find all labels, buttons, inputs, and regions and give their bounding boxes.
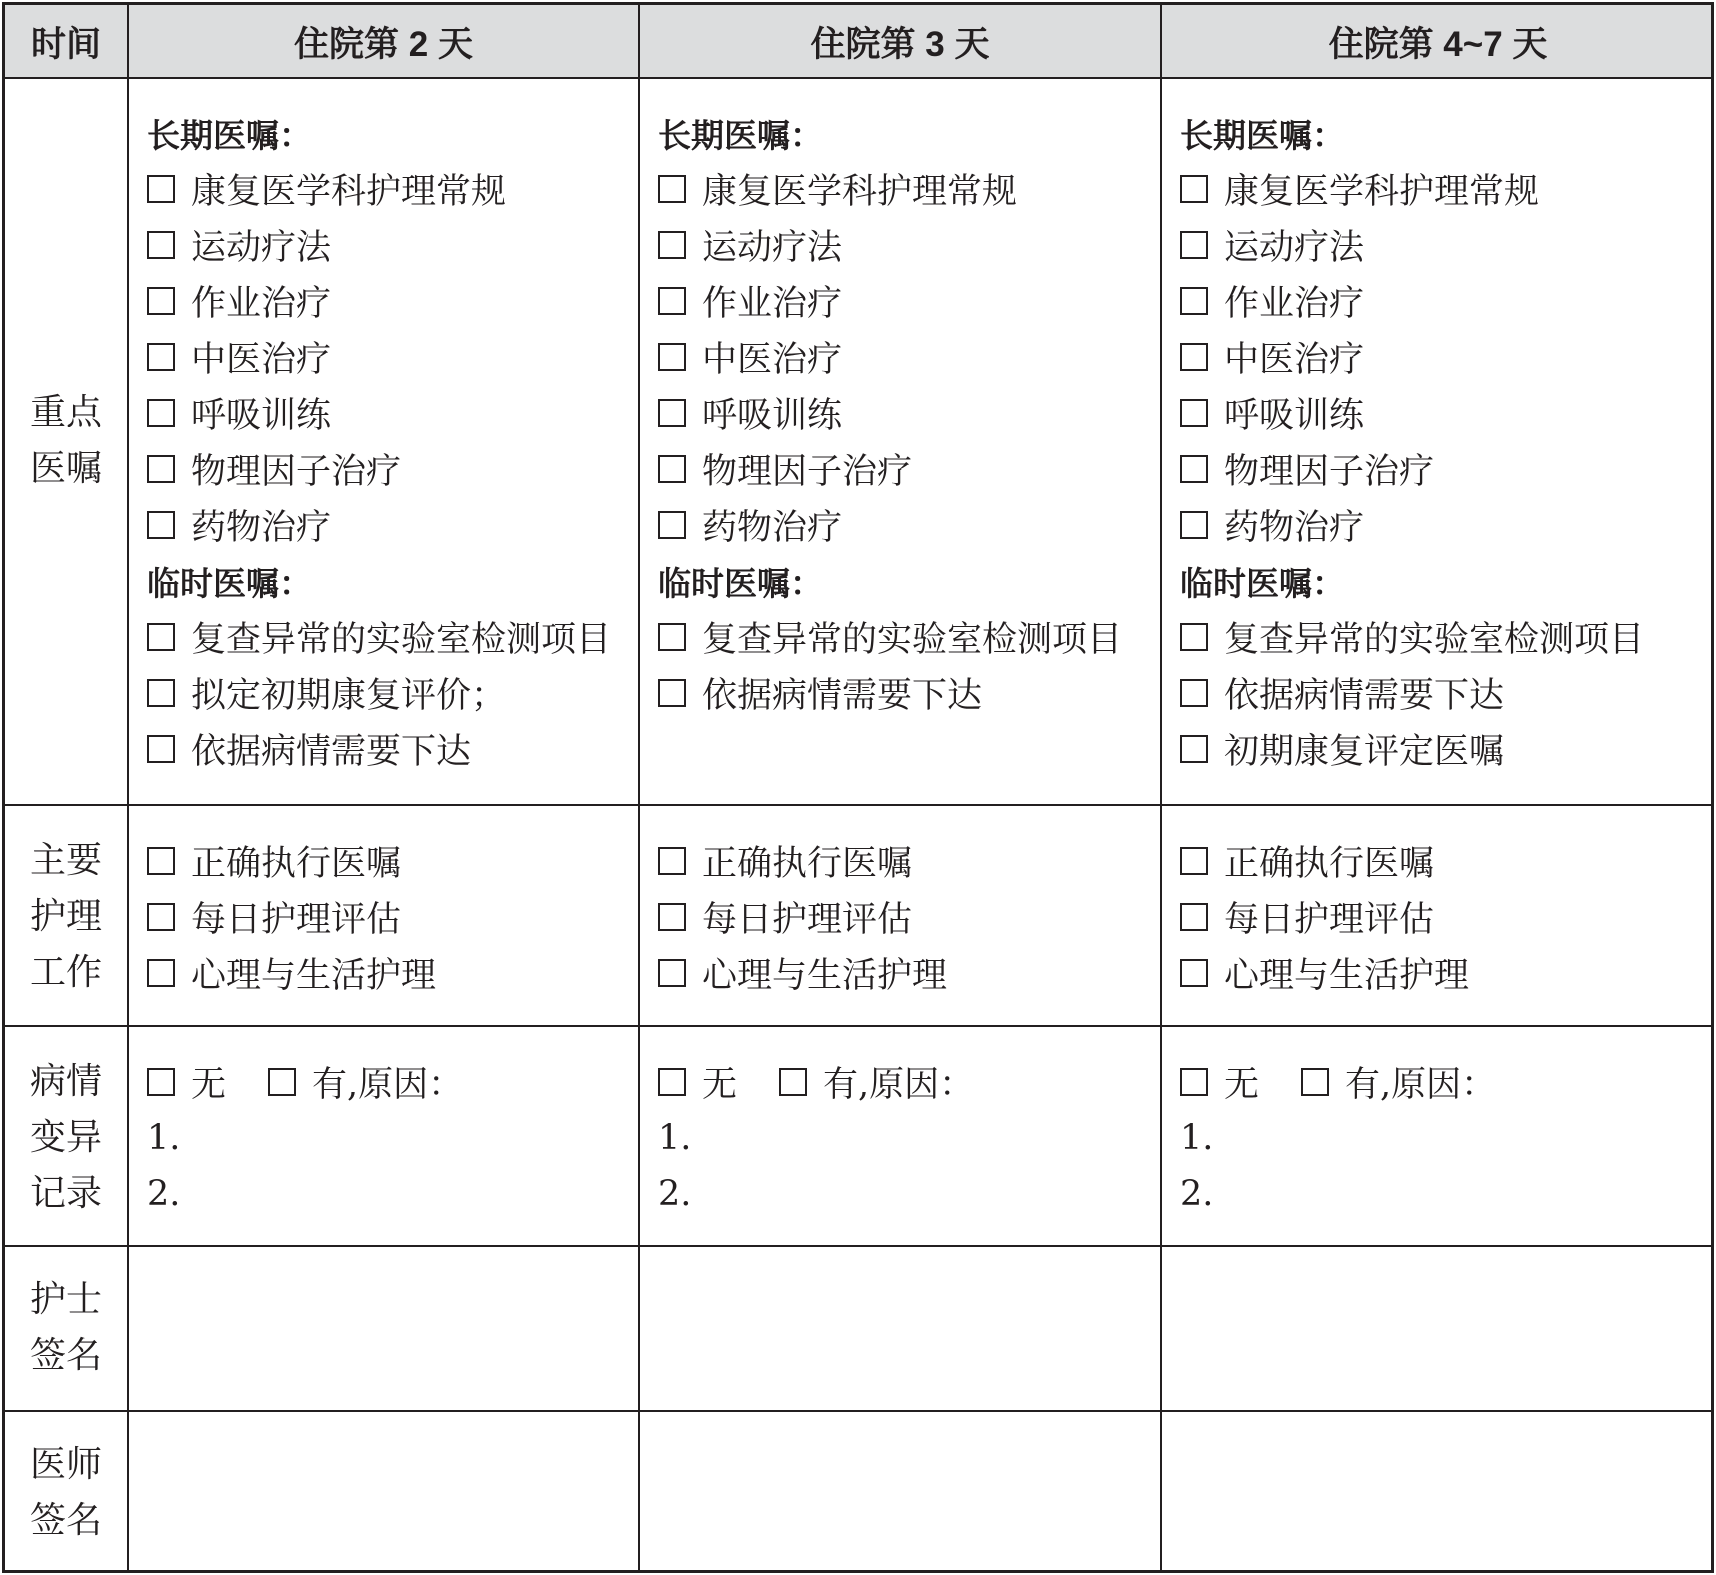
- checkbox[interactable]: [147, 399, 175, 427]
- checklist-item[interactable]: 运动疗法: [1180, 217, 1644, 273]
- checklist-item[interactable]: 药物治疗: [658, 497, 1122, 553]
- checklist-item[interactable]: 作业治疗: [147, 273, 611, 329]
- checkbox[interactable]: [658, 903, 686, 931]
- checkbox-yes[interactable]: [779, 1068, 807, 1096]
- variance-item: 2.: [1180, 1174, 1214, 1214]
- checkbox[interactable]: [658, 231, 686, 259]
- checkbox-yes[interactable]: [1301, 1068, 1329, 1096]
- header-day-2: 住院第 2 天: [294, 24, 473, 64]
- temporary-orders-heading: 临时医嘱：: [147, 564, 312, 602]
- grid-line: [5, 804, 1711, 806]
- row-label-orders: 重点 医嘱: [29, 392, 102, 489]
- checklist-item[interactable]: 复查异常的实验室检测项目: [1180, 609, 1644, 665]
- checklist-item[interactable]: 正确执行医嘱: [1180, 833, 1469, 889]
- temporary-orders-heading: 临时医嘱：: [1180, 564, 1345, 602]
- checkbox[interactable]: [658, 175, 686, 203]
- checklist-item[interactable]: 心理与生活护理: [1180, 945, 1469, 1001]
- checkbox[interactable]: [1180, 959, 1208, 987]
- header-day-3: 住院第 3 天: [810, 24, 990, 64]
- variance-item: 1.: [658, 1118, 692, 1158]
- day3-orders-cell: [658, 105, 1122, 721]
- day47-doctor-signature-field[interactable]: [1162, 1412, 1711, 1570]
- variance-options: 无 有,原因：: [658, 1054, 974, 1110]
- checklist-item[interactable]: 药物治疗: [1180, 497, 1644, 553]
- checklist-item[interactable]: 运动疗法: [147, 217, 611, 273]
- checkbox[interactable]: [658, 847, 686, 875]
- checkbox-none[interactable]: [658, 1068, 686, 1096]
- checklist-item[interactable]: 康复医学科护理常规: [658, 161, 1122, 217]
- long-term-orders-heading: 长期医嘱：: [658, 116, 823, 154]
- checklist-item[interactable]: 呼吸训练: [658, 385, 1122, 441]
- checklist-item[interactable]: 运动疗法: [658, 217, 1122, 273]
- day2-nurse-signature-field[interactable]: [129, 1247, 638, 1410]
- checklist-item[interactable]: 呼吸训练: [147, 385, 611, 441]
- checklist-item[interactable]: 物理因子治疗: [658, 441, 1122, 497]
- checklist-item[interactable]: 复查异常的实验室检测项目: [658, 609, 1122, 665]
- grid-line: [5, 1025, 1711, 1027]
- day2-doctor-signature-field[interactable]: [129, 1412, 638, 1570]
- variance-item: 2.: [658, 1174, 692, 1214]
- day47-orders-cell: [1180, 105, 1644, 777]
- day3-variance-cell: [658, 1054, 974, 1222]
- checklist-item[interactable]: 作业治疗: [1180, 273, 1644, 329]
- checkbox[interactable]: [658, 959, 686, 987]
- checkbox[interactable]: [147, 903, 175, 931]
- checkbox[interactable]: [147, 511, 175, 539]
- checklist-item[interactable]: 康复医学科护理常规: [1180, 161, 1644, 217]
- checkbox[interactable]: [147, 231, 175, 259]
- checklist-item[interactable]: 每日护理评估: [658, 889, 947, 945]
- checklist-item[interactable]: 每日护理评估: [147, 889, 436, 945]
- checkbox-yes[interactable]: [268, 1068, 296, 1096]
- header-time: 时间: [30, 24, 101, 64]
- checkbox[interactable]: [1180, 455, 1208, 483]
- checklist-item[interactable]: 物理因子治疗: [1180, 441, 1644, 497]
- day3-doctor-signature-field[interactable]: [640, 1412, 1160, 1570]
- variance-item: 1.: [1180, 1118, 1214, 1158]
- checklist-item[interactable]: 心理与生活护理: [147, 945, 436, 1001]
- checkbox[interactable]: [1180, 735, 1208, 763]
- row-label-nurse-sign: 护士 签名: [29, 1279, 102, 1376]
- checklist-item[interactable]: 依据病情需要下达: [1180, 665, 1644, 721]
- header-day-4-7: 住院第 4~7 天: [1328, 24, 1548, 64]
- checkbox[interactable]: [658, 679, 686, 707]
- checklist-item[interactable]: 中医治疗: [147, 329, 611, 385]
- checkbox-none[interactable]: [1180, 1068, 1208, 1096]
- checkbox[interactable]: [1180, 343, 1208, 371]
- checklist-item[interactable]: 中医治疗: [1180, 329, 1644, 385]
- variance-item: 2.: [147, 1174, 181, 1214]
- variance-item: 1.: [147, 1118, 181, 1158]
- checkbox[interactable]: [658, 287, 686, 315]
- day2-nursing-cell: [147, 833, 436, 1001]
- checkbox[interactable]: [658, 399, 686, 427]
- checkbox[interactable]: [147, 175, 175, 203]
- checkbox[interactable]: [1180, 903, 1208, 931]
- checklist-item[interactable]: 作业治疗: [658, 273, 1122, 329]
- checkbox[interactable]: [147, 623, 175, 651]
- row-label-variance: 病情 变异 记录: [29, 1061, 102, 1214]
- checklist-item[interactable]: 中医治疗: [658, 329, 1122, 385]
- checkbox[interactable]: [658, 343, 686, 371]
- checkbox[interactable]: [147, 959, 175, 987]
- clinical-pathway-table: [2, 2, 1714, 1573]
- row-label-nursing: 主要 护理 工作: [29, 840, 102, 993]
- day47-nursing-cell: [1180, 833, 1469, 1001]
- checkbox[interactable]: [147, 455, 175, 483]
- day2-variance-cell: [147, 1054, 463, 1222]
- variance-options: 无 有,原因：: [1180, 1054, 1496, 1110]
- checkbox[interactable]: [1180, 399, 1208, 427]
- checklist-item[interactable]: 药物治疗: [147, 497, 611, 553]
- temporary-orders-heading: 临时医嘱：: [658, 564, 823, 602]
- checkbox[interactable]: [147, 847, 175, 875]
- day47-variance-cell: [1180, 1054, 1496, 1222]
- checklist-item[interactable]: 心理与生活护理: [658, 945, 947, 1001]
- checklist-item[interactable]: 正确执行医嘱: [147, 833, 436, 889]
- checkbox[interactable]: [1180, 679, 1208, 707]
- checkbox[interactable]: [658, 511, 686, 539]
- checklist-item[interactable]: 初期康复评定医嘱: [1180, 721, 1644, 777]
- day3-nursing-cell: [658, 833, 947, 1001]
- day2-orders-cell: [147, 105, 611, 777]
- checklist-item[interactable]: 拟定初期康复评价；: [147, 665, 611, 721]
- checklist-item[interactable]: 复查异常的实验室检测项目: [147, 609, 611, 665]
- checklist-item[interactable]: 每日护理评估: [1180, 889, 1469, 945]
- long-term-orders-heading: 长期医嘱：: [1180, 116, 1345, 154]
- checklist-item[interactable]: 康复医学科护理常规: [147, 161, 611, 217]
- row-label-doctor-sign: 医师 签名: [29, 1444, 102, 1541]
- checkbox[interactable]: [1180, 175, 1208, 203]
- checkbox[interactable]: [1180, 287, 1208, 315]
- checkbox[interactable]: [1180, 231, 1208, 259]
- checklist-item[interactable]: 呼吸训练: [1180, 385, 1644, 441]
- checkbox[interactable]: [658, 623, 686, 651]
- checkbox-none[interactable]: [147, 1068, 175, 1096]
- checklist-item[interactable]: 依据病情需要下达: [658, 665, 1122, 721]
- checkbox[interactable]: [147, 287, 175, 315]
- variance-options: 无 有,原因：: [147, 1054, 463, 1110]
- checkbox[interactable]: [1180, 623, 1208, 651]
- checkbox[interactable]: [147, 679, 175, 707]
- day47-nurse-signature-field[interactable]: [1162, 1247, 1711, 1410]
- checkbox[interactable]: [147, 343, 175, 371]
- checkbox[interactable]: [658, 455, 686, 483]
- checklist-item[interactable]: 依据病情需要下达: [147, 721, 611, 777]
- checkbox[interactable]: [1180, 511, 1208, 539]
- long-term-orders-heading: 长期医嘱：: [147, 116, 312, 154]
- day3-nurse-signature-field[interactable]: [640, 1247, 1160, 1410]
- checklist-item[interactable]: 正确执行医嘱: [658, 833, 947, 889]
- checkbox[interactable]: [147, 735, 175, 763]
- checklist-item[interactable]: 物理因子治疗: [147, 441, 611, 497]
- checkbox[interactable]: [1180, 847, 1208, 875]
